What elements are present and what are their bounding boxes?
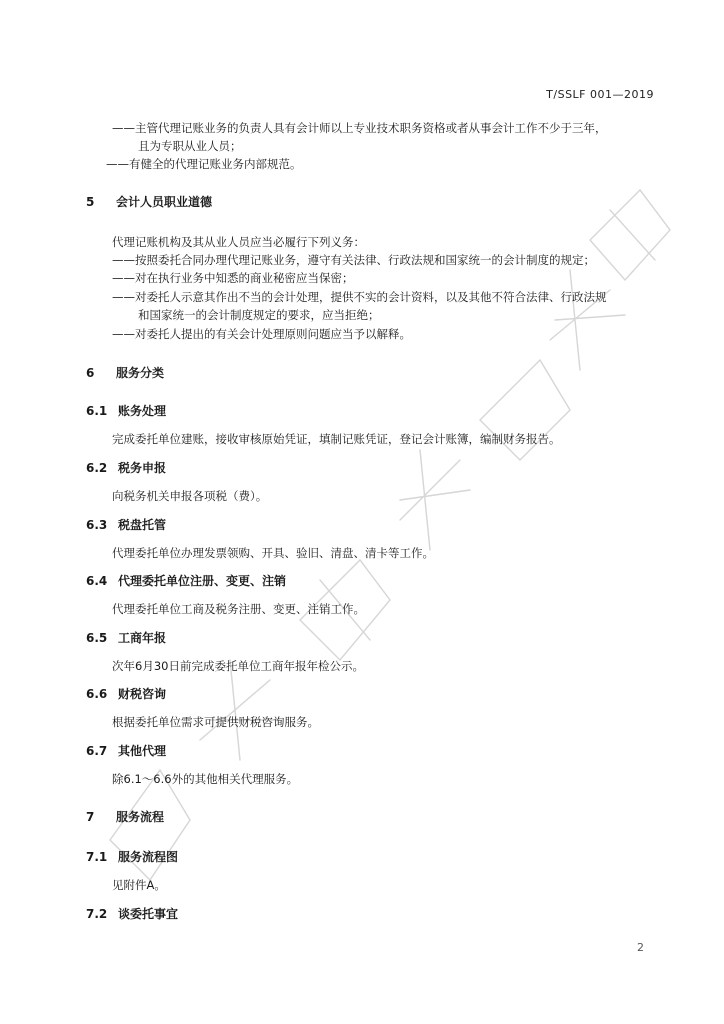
intro-item-2: ——有健全的代理记账业务内部规范。 bbox=[106, 157, 302, 171]
subsection-6-1-text: 完成委托单位建账，接收审核原始凭证，填制记账凭证，登记会计账簿，编制财务报告。 bbox=[112, 432, 561, 446]
section-number: 6 bbox=[86, 366, 95, 380]
subsection-6-5-heading: 6.5 工商年报 bbox=[86, 631, 167, 645]
subsection-6-2-heading: 6.2 税务申报 bbox=[86, 461, 167, 475]
section-7-heading bbox=[86, 809, 164, 825]
section-number: 5 bbox=[86, 195, 95, 209]
section-number: 7 bbox=[86, 810, 95, 824]
section-title: 服务流程 bbox=[116, 810, 165, 824]
subsection-6-7-text: 除6.1～6.6外的其他相关代理服务。 bbox=[112, 772, 299, 786]
section-title: 会计人员职业道德 bbox=[116, 195, 213, 209]
section-5-heading bbox=[86, 194, 212, 210]
subsection-6-2-text: 向税务机关申报各项税（费）。 bbox=[112, 489, 268, 503]
section-6-heading bbox=[86, 365, 164, 381]
subsection-6-1-heading: 6.1 账务处理 bbox=[86, 404, 167, 418]
subsection-6-6-text: 根据委托单位需求可提供财税咨询服务。 bbox=[112, 715, 319, 729]
subsection-6-7-heading: 6.7 其他代理 bbox=[86, 744, 167, 758]
page-number: 2 bbox=[637, 941, 644, 954]
subsection-6-3-text: 代理委托单位办理发票领购、开具、验旧、清盘、清卡等工作。 bbox=[112, 546, 434, 560]
section-5-line-2: ——按照委托合同办理代理记账业务，遵守有关法律、行政法规和国家统一的会计制度的规定； bbox=[112, 253, 595, 267]
section-5-line-4: ——对委托人示意其作出不当的会计处理，提供不实的会计资料，以及其他不符合法律、行政法规 bbox=[112, 290, 607, 304]
subsection-6-6-heading: 6.6 财税咨询 bbox=[86, 687, 167, 701]
standard-code: T/SSLF 001—2019 bbox=[546, 88, 654, 101]
section-5-line-3: ——对在执行业务中知悉的商业秘密应当保密； bbox=[112, 271, 354, 285]
intro-item-1-continuation: 且为专职从业人员； bbox=[138, 139, 242, 153]
intro-item-1: ——主管代理记账业务的负责人具有会计师以上专业技术职务资格或者从事会计工作不少于三年， bbox=[112, 121, 607, 135]
subsection-7-2-heading: 7.2 谈委托事宜 bbox=[86, 907, 179, 921]
subsection-6-4-heading: 6.4 代理委托单位注册、变更、注销 bbox=[86, 574, 287, 588]
section-5-line-5: 和国家统一的会计制度规定的要求，应当拒绝； bbox=[138, 308, 380, 322]
section-5-line-1: 代理记账机构及其从业人员应当必履行下列义务： bbox=[112, 235, 365, 249]
subsection-7-1-text: 见附件A。 bbox=[112, 878, 166, 892]
subsection-6-5-text: 次年6月30日前完成委托单位工商年报年检公示。 bbox=[112, 659, 364, 673]
section-5-line-6: ——对委托人提出的有关会计处理原则问题应当予以解释。 bbox=[112, 327, 411, 341]
subsection-7-1-heading: 7.1 服务流程图 bbox=[86, 850, 179, 864]
section-title: 服务分类 bbox=[116, 366, 165, 380]
subsection-6-3-heading: 6.3 税盘托管 bbox=[86, 518, 167, 532]
subsection-6-4-text: 代理委托单位工商及税务注册、变更、注销工作。 bbox=[112, 602, 365, 616]
